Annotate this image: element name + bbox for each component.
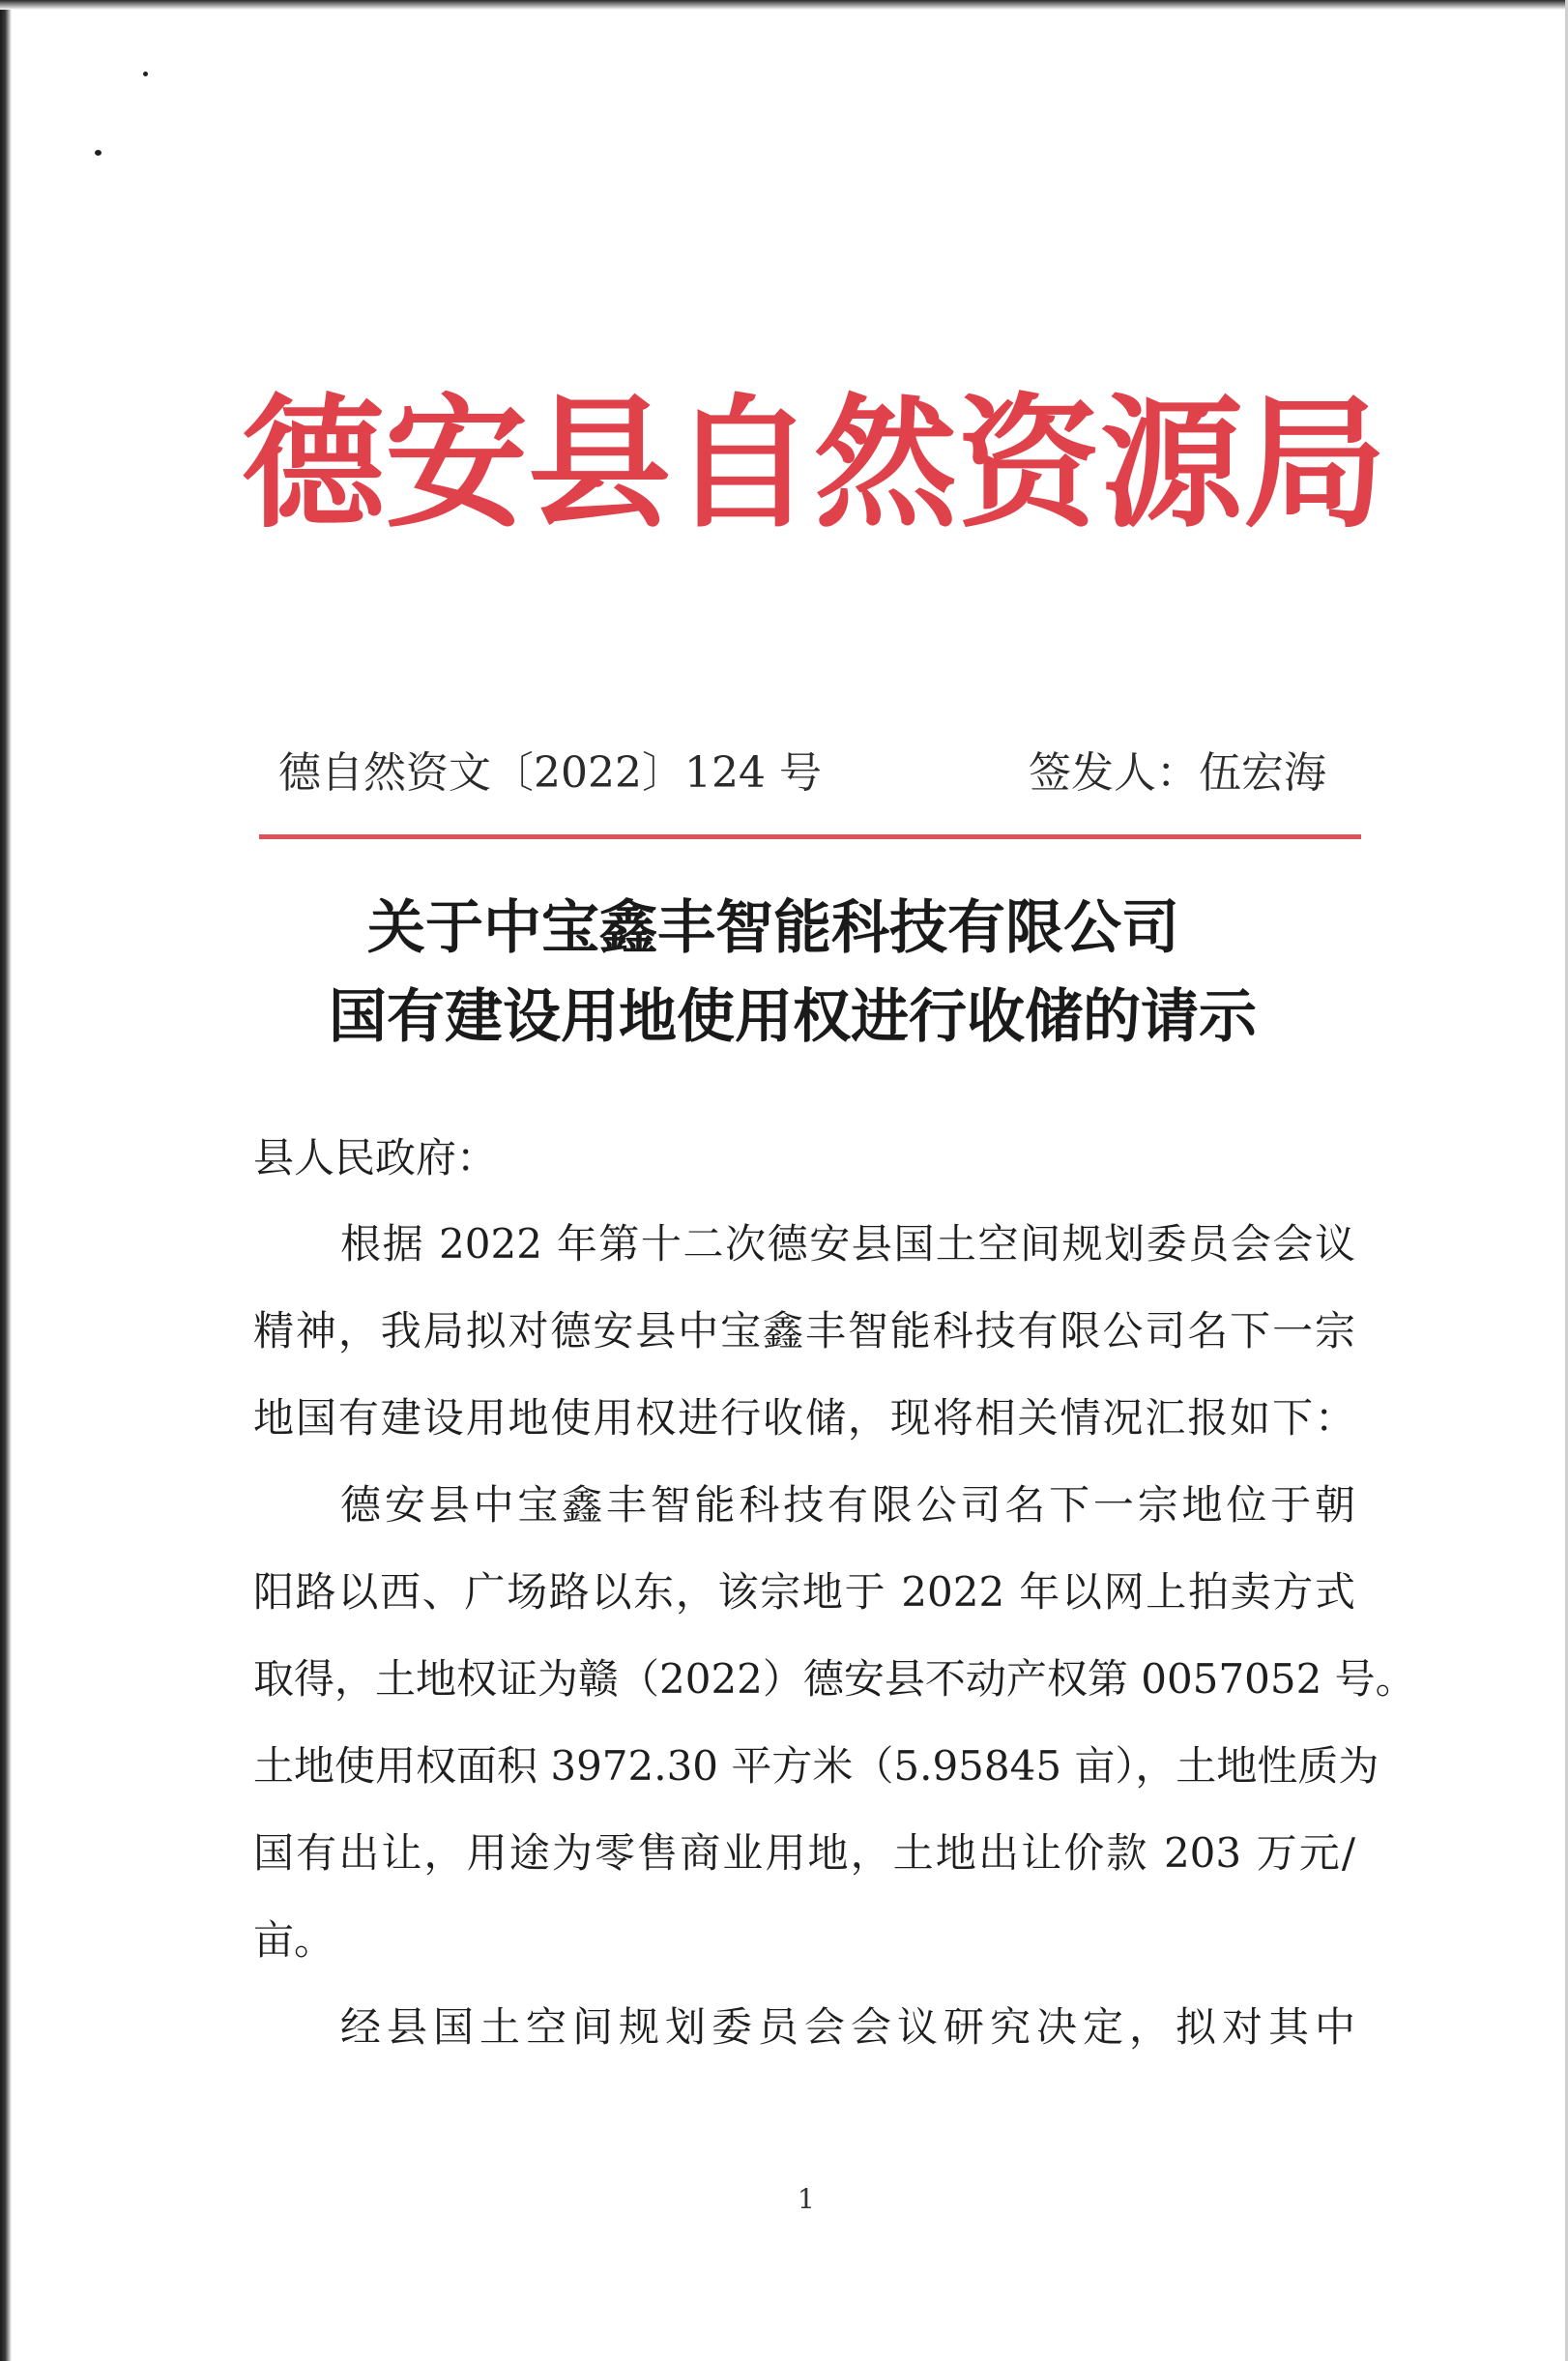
body-line: 地国有建设用地使用权进行收储，现将相关情况汇报如下： [253, 1394, 1355, 1442]
scan-edge-top [0, 0, 1568, 10]
body-line: 根据 2022 年第十二次德安县国土空间规划委员会会议 [340, 1220, 1355, 1268]
body-line: 精神，我局拟对德安县中宝鑫丰智能科技有限公司名下一宗 [253, 1307, 1355, 1355]
document-number: 德自然资文〔2022〕124 号 [278, 748, 822, 798]
page-number: 1 [798, 2183, 815, 2215]
scan-speck [143, 72, 148, 76]
scan-speck [95, 150, 102, 156]
body-line: 土地使用权面积 3972.30 平方米（5.95845 亩），土地性质为 [253, 1742, 1379, 1790]
body-line: 国有出让，用途为零售商业用地，土地出让价款 203 万元/ [253, 1829, 1355, 1877]
document-title-line-2: 国有建设用地使用权进行收储的请示 [329, 983, 1257, 1051]
red-separator-rule [259, 834, 1361, 839]
addressee: 县人民政府： [253, 1134, 498, 1181]
document-title-line-1: 关于中宝鑫丰智能科技有限公司 [367, 894, 1179, 962]
body-line: 亩。 [253, 1916, 335, 1964]
body-line: 阳路以西、广场路以东，该宗地于 2022 年以网上拍卖方式 [253, 1568, 1355, 1616]
scan-edge-left [0, 0, 12, 2361]
body-line: 经县国土空间规划委员会会议研究决定，拟对其中 [340, 2003, 1355, 2051]
body-line: 取得，土地权证为赣（2022）德安县不动产权第 0057052 号。 [253, 1655, 1416, 1703]
signer: 签发人：伍宏海 [1029, 748, 1326, 798]
body-line: 德安县中宝鑫丰智能科技有限公司名下一宗地位于朝 [340, 1481, 1355, 1529]
issuing-authority-masthead: 德安县自然资源局 [242, 381, 1386, 547]
